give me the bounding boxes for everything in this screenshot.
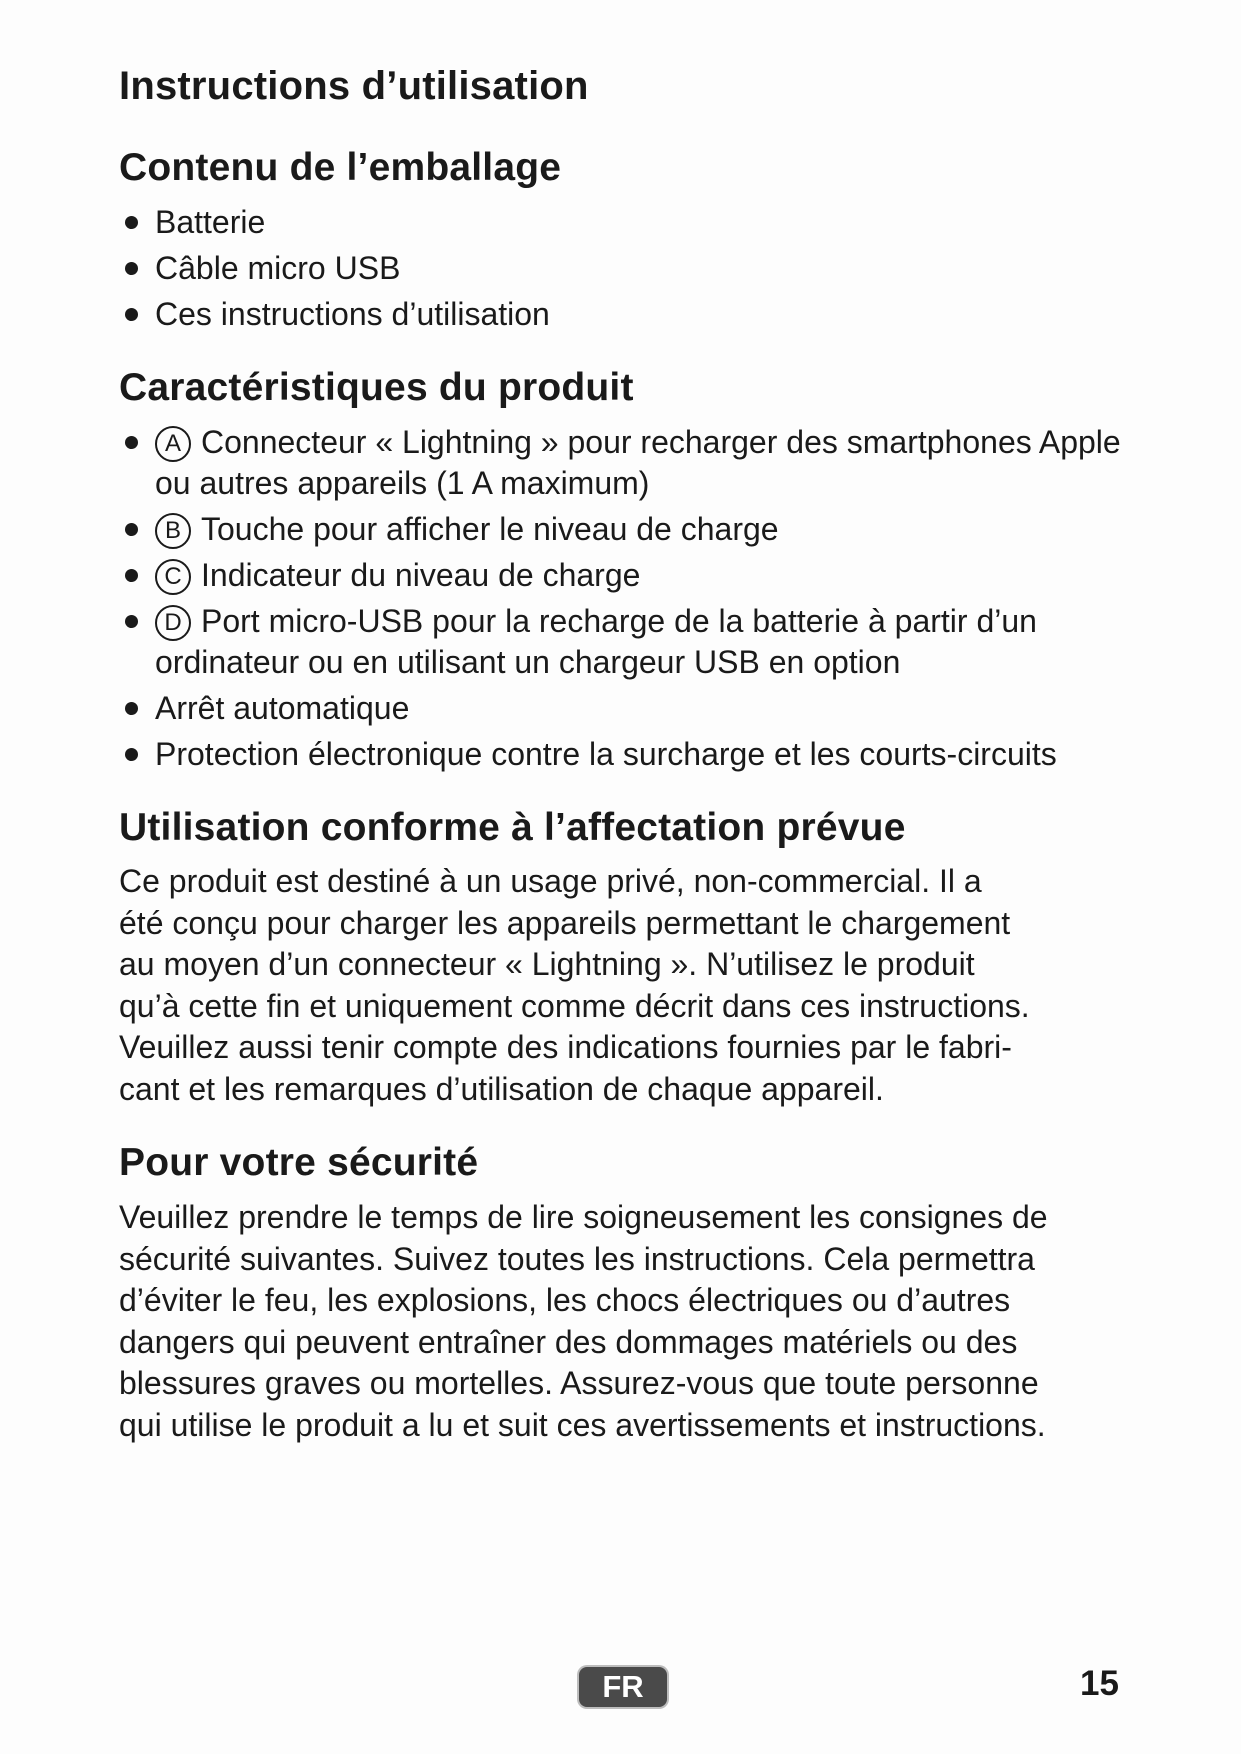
- list-item: [119, 688, 1139, 729]
- list-item: [119, 734, 1139, 775]
- list-item: Batterie: [119, 202, 1139, 243]
- safety-heading: Pour votre sécurité: [119, 1141, 479, 1185]
- page-content: [119, 62, 1139, 1476]
- feature-text: Indicateur du niveau de charge: [201, 556, 641, 593]
- page-title: Instructions d’utilisation: [119, 64, 589, 108]
- list-item: [119, 509, 1139, 550]
- safety-section: [119, 1140, 1139, 1446]
- label-a-badge: A: [155, 426, 191, 462]
- page-number: 15: [1080, 1664, 1119, 1703]
- feature-text: Connecteur « Lightning » pour recharger des smartphones Apple ou autres appareils (1 A maximum): [155, 423, 1121, 501]
- feature-text: Port micro-USB pour la recharge de la batterie à partir d’un ordinateur ou en utilisant un chargeur USB en option: [155, 602, 1037, 680]
- intended-use-section: [119, 805, 1139, 1111]
- list-item: Câble micro USB: [119, 248, 1139, 289]
- package-contents-list: [119, 202, 1139, 335]
- feature-text: Protection électronique contre la surcharge et les courts-circuits: [155, 735, 1057, 772]
- language-tag: FR: [579, 1667, 667, 1707]
- feature-text: Arrêt automatique: [155, 689, 410, 726]
- product-features-heading: Caractéristiques du produit: [119, 365, 634, 409]
- safety-paragraph: Veuillez prendre le temps de lire soigneusement les consignes de sécurité suivantes. Suivez toutes les instructions. Cela permettra d’éviter le feu, les explosions, les chocs électriques ou d’autres dangers qui peuvent entraîner des dommages matériels ou des blessures graves ou mortelles. Assurez-vous que toute personne qui utilise le produit a lu et suit ces avertissements et instructions.: [119, 1199, 1048, 1443]
- feature-text: Touche pour afficher le niveau de charge: [201, 510, 779, 547]
- list-item: [119, 555, 1139, 596]
- list-item: [119, 422, 1139, 504]
- package-contents-heading: Contenu de l’emballage: [119, 146, 562, 189]
- intended-use-heading: Utilisation conforme à l’affectation prévue: [119, 805, 906, 849]
- list-item: Ces instructions d’utilisation: [119, 294, 1139, 335]
- product-features-list: [119, 422, 1139, 775]
- label-b-badge: B: [155, 513, 191, 549]
- label-d-badge: D: [155, 605, 191, 641]
- product-features-section: [119, 365, 1139, 775]
- intended-use-paragraph: Ce produit est destiné à un usage privé, non-commercial. Il a été conçu pour charger les appareils permettant le chargement au moyen d’un connecteur « Lightning ». N’utilisez le produit qu’à cette fin et uniquement comme décrit dans ces instructions. Veuillez aussi tenir compte des indications fournies par le fabri- cant et les remarques d’utilisation de chaque appareil.: [119, 863, 1030, 1107]
- list-item: [119, 601, 1139, 683]
- package-contents-section: [119, 145, 1139, 335]
- label-c-badge: C: [155, 559, 191, 595]
